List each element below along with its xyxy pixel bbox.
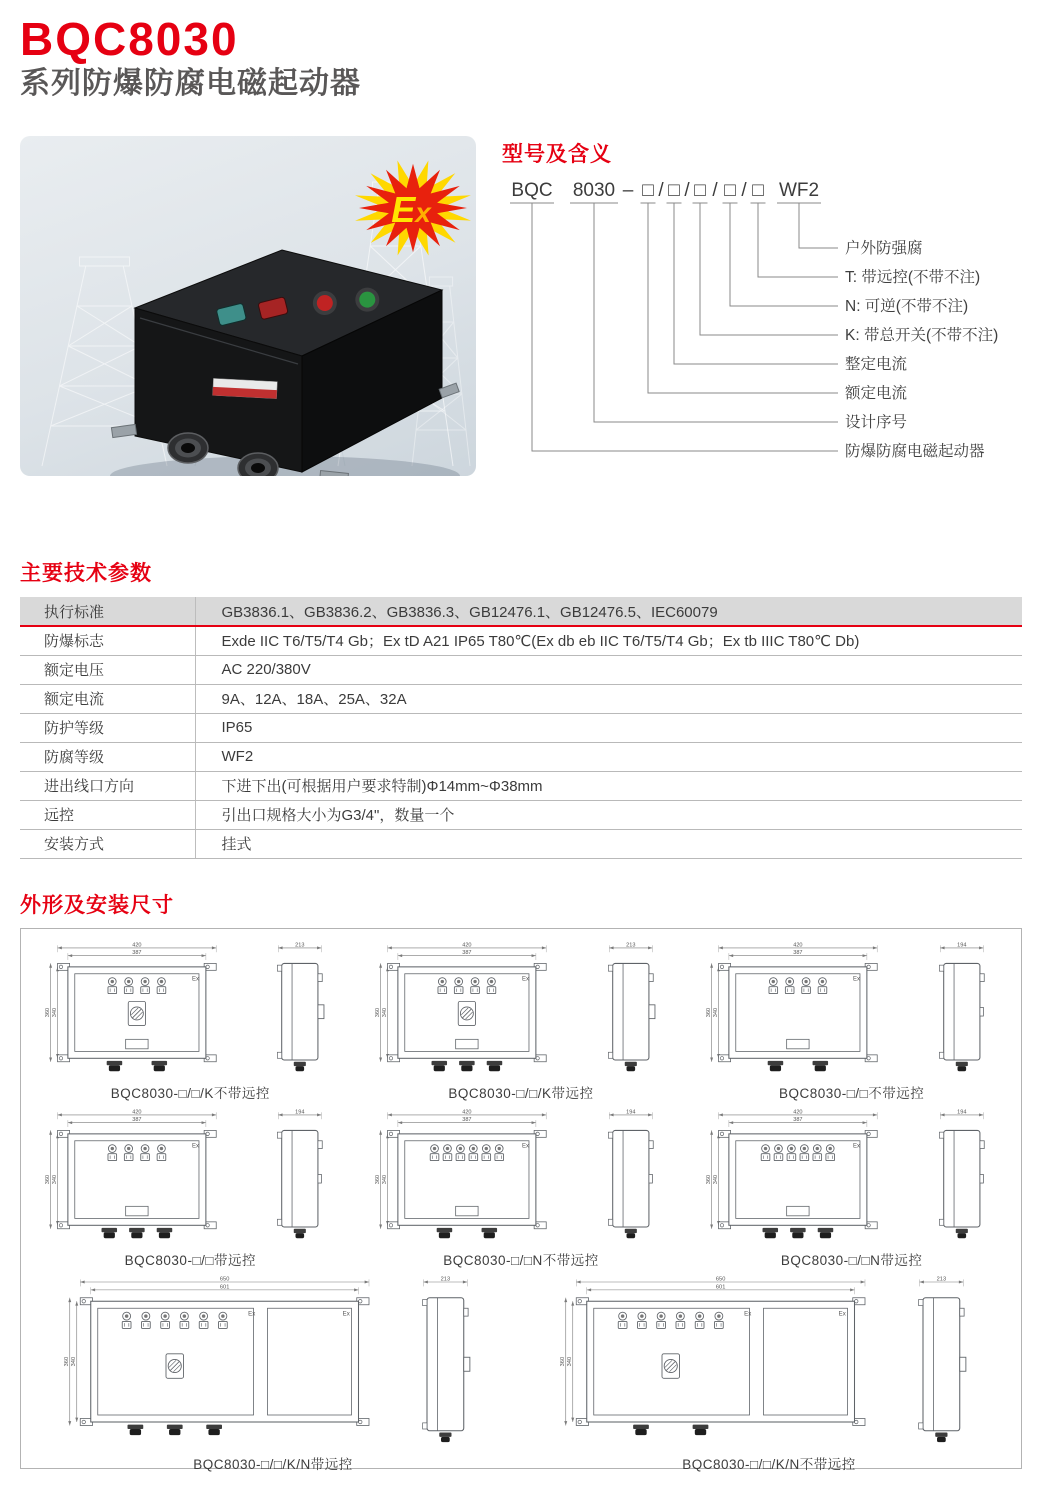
svg-text:387: 387 <box>793 949 803 956</box>
model-code-segment: □ <box>752 180 764 201</box>
svg-text:340: 340 <box>382 1174 389 1184</box>
side-view-drawing <box>261 1108 339 1246</box>
svg-text:Ex: Ex <box>838 1309 846 1317</box>
svg-text:213: 213 <box>626 941 636 948</box>
model-code-label: 设计序号 <box>845 414 908 431</box>
param-label: 防爆标志 <box>20 626 195 655</box>
cable-gland-drawing <box>101 1227 117 1237</box>
table-row <box>20 713 1022 742</box>
front-view-drawing <box>61 1275 376 1450</box>
svg-text:360: 360 <box>64 1356 71 1366</box>
dimension-figure <box>42 941 339 1102</box>
svg-text:360: 360 <box>705 1174 712 1184</box>
cable-gland-drawing <box>762 1227 778 1237</box>
top-section <box>20 136 1022 477</box>
figure-row <box>25 1275 1017 1473</box>
model-code-segment: □ <box>724 180 736 201</box>
svg-text:340: 340 <box>567 1356 574 1366</box>
model-designation-diagram <box>502 176 1036 472</box>
param-value: 9A、12A、18A、25A、32A <box>195 684 1022 713</box>
side-view-drawing <box>261 941 339 1079</box>
figure-caption: BQC8030-□/□/K/N带远控 <box>193 1456 353 1472</box>
cable-gland-drawing <box>128 1424 144 1435</box>
rotary-handle-drawing <box>166 1353 184 1378</box>
dimension-figure <box>703 1108 1000 1269</box>
model-code-segment: WF2 <box>778 180 820 201</box>
cable-gland-drawing <box>167 1424 183 1435</box>
param-value: Exde IIC T6/T5/T4 Gb；Ex tD A21 IP65 T80℃(Ex db eb IIC T6/T5/T4 Gb；Ex tb IIIC T80℃ Db) <box>195 626 1022 655</box>
svg-text:420: 420 <box>131 941 142 948</box>
cable-gland-drawing <box>768 1060 784 1070</box>
svg-text:213: 213 <box>440 1275 451 1282</box>
product-photo-illustration <box>20 136 476 476</box>
model-code-label: 防爆防腐电磁起动器 <box>845 443 985 460</box>
svg-text:340: 340 <box>71 1356 78 1366</box>
product-photo <box>20 136 476 476</box>
model-code-label: 户外防强腐 <box>845 240 923 257</box>
figure-caption: BQC8030-□/□N带远控 <box>780 1252 923 1268</box>
svg-text:360: 360 <box>705 1007 712 1017</box>
svg-text:360: 360 <box>375 1174 382 1184</box>
model-code-segment: □ <box>668 180 680 201</box>
svg-text:420: 420 <box>462 941 472 948</box>
param-value: AC 220/380V <box>195 655 1022 684</box>
cable-gland-drawing <box>693 1424 709 1435</box>
nameplate-photo <box>213 378 278 398</box>
table-row <box>20 829 1022 858</box>
rotary-handle-drawing <box>459 1001 476 1025</box>
svg-text:194: 194 <box>626 1108 636 1115</box>
table-row <box>20 655 1022 684</box>
param-value: 下进下出(可根据用户要求特制)Φ14mm~Φ38mm <box>195 771 1022 800</box>
params-table <box>20 597 1022 859</box>
starter-box-photo <box>111 250 459 476</box>
svg-text:420: 420 <box>131 1108 142 1115</box>
side-view-drawing <box>923 1108 1001 1246</box>
figure-caption: BQC8030-□/□N不带远控 <box>443 1252 599 1268</box>
svg-text:Ex: Ex <box>342 1309 350 1317</box>
svg-text:601: 601 <box>716 1283 726 1290</box>
svg-text:–: – <box>622 180 634 201</box>
table-row <box>20 771 1022 800</box>
cable-gland-drawing <box>432 1060 448 1070</box>
side-view-drawing <box>923 941 1001 1079</box>
rotary-handle-drawing <box>128 1001 145 1025</box>
svg-text:Ex: Ex <box>248 1309 256 1317</box>
svg-text:Ex: Ex <box>744 1309 752 1317</box>
svg-text:650: 650 <box>220 1275 230 1282</box>
front-view-drawing <box>703 941 893 1079</box>
cable-gland-drawing <box>812 1060 828 1070</box>
model-code-label: T: 带远控(不带不注) <box>845 269 981 286</box>
section-title-params: 主要技术参数 <box>20 562 152 585</box>
section-title-model: 型号及含义 <box>502 143 612 166</box>
side-view-drawing <box>592 1108 670 1246</box>
table-row <box>20 626 1022 655</box>
front-view-drawing <box>42 1108 232 1246</box>
dimension-figure <box>703 941 1000 1102</box>
dimension-figure <box>557 1275 981 1473</box>
param-value: GB3836.1、GB3836.2、GB3836.3、GB12476.1、GB12476.5、IEC60079 <box>195 597 1022 626</box>
svg-text:601: 601 <box>220 1283 230 1290</box>
side-view-drawing <box>406 1275 485 1450</box>
model-code-label: 额定电流 <box>845 385 908 402</box>
side-view-drawing <box>902 1275 981 1450</box>
svg-text:Ex: Ex <box>522 976 530 983</box>
rotary-handle-drawing <box>662 1353 680 1378</box>
svg-text:360: 360 <box>44 1174 51 1184</box>
front-view-drawing <box>557 1275 872 1450</box>
svg-text:360: 360 <box>44 1007 51 1017</box>
cable-gland-drawing <box>156 1227 172 1237</box>
param-value: 挂式 <box>195 829 1022 858</box>
cable-gland-drawing <box>482 1227 498 1237</box>
model-code-segment: □ <box>642 180 654 201</box>
model-code-label: K: 带总开关(不带不注) <box>845 327 999 344</box>
param-label: 执行标准 <box>20 597 195 626</box>
cable-gland-drawing <box>106 1060 122 1070</box>
svg-text:650: 650 <box>716 1275 726 1282</box>
figure-caption: BQC8030-□/□带远控 <box>124 1252 256 1268</box>
param-value: 引出口规格大小为G3/4"，数量一个 <box>195 800 1022 829</box>
page-header <box>0 0 1040 100</box>
cable-gland-drawing <box>437 1227 453 1237</box>
svg-text:340: 340 <box>712 1174 719 1184</box>
svg-text:/: / <box>684 180 690 201</box>
svg-text:387: 387 <box>793 1116 803 1123</box>
svg-text:420: 420 <box>793 941 803 948</box>
svg-text:194: 194 <box>956 1108 967 1115</box>
figure-caption: BQC8030-□/□/K不带远控 <box>110 1085 270 1101</box>
figure-row <box>25 1108 1017 1269</box>
technical-parameters-section <box>20 557 1022 859</box>
model-meaning-section <box>502 136 1036 477</box>
section-title-dims: 外形及安装尺寸 <box>20 893 174 917</box>
table-row <box>20 597 1022 626</box>
front-view-drawing <box>703 1108 893 1246</box>
model-code-label: 整定电流 <box>845 356 908 373</box>
figure-caption: BQC8030-□/□/K/N不带远控 <box>682 1456 856 1472</box>
svg-text:Ex: Ex <box>852 1143 860 1150</box>
svg-text:Ex: Ex <box>852 976 860 983</box>
table-row <box>20 742 1022 771</box>
svg-text:213: 213 <box>936 1275 947 1282</box>
svg-text:Ex: Ex <box>522 1143 530 1150</box>
model-code-segment: 8030 <box>572 180 616 201</box>
cable-gland-photo <box>168 433 208 463</box>
cable-gland-drawing <box>633 1424 649 1435</box>
svg-text:Ex: Ex <box>191 976 199 983</box>
front-view-drawing <box>372 1108 562 1246</box>
front-view-drawing <box>42 941 232 1079</box>
param-label: 防腐等级 <box>20 742 195 771</box>
param-value: WF2 <box>195 742 1022 771</box>
svg-text:340: 340 <box>382 1007 389 1017</box>
figure-row <box>25 941 1017 1102</box>
dimensions-section <box>20 889 1022 1472</box>
cable-gland-drawing <box>206 1424 222 1435</box>
cable-gland-drawing <box>487 1060 503 1070</box>
dimension-figure <box>372 941 669 1102</box>
ex-certification-badge <box>355 161 471 256</box>
param-value: IP65 <box>195 713 1022 742</box>
svg-text:194: 194 <box>956 941 967 948</box>
table-row <box>20 684 1022 713</box>
svg-text:340: 340 <box>51 1174 58 1184</box>
svg-text:387: 387 <box>131 949 142 956</box>
page-subtitle: 系列防爆防腐电磁起动器 <box>20 67 361 100</box>
param-label: 额定电压 <box>20 655 195 684</box>
page-title: BQC8030 <box>20 13 239 65</box>
cable-gland-drawing <box>459 1060 475 1070</box>
cable-gland-drawing <box>818 1227 834 1237</box>
svg-text:420: 420 <box>793 1108 803 1115</box>
table-row <box>20 800 1022 829</box>
model-code-segment: BQC <box>511 180 553 201</box>
param-label: 进出线口方向 <box>20 771 195 800</box>
svg-text:Ex: Ex <box>391 189 431 230</box>
front-view-drawing <box>372 941 562 1079</box>
svg-text:387: 387 <box>131 1116 142 1123</box>
param-label: 安装方式 <box>20 829 195 858</box>
side-view-drawing <box>592 941 670 1079</box>
svg-text:213: 213 <box>295 941 305 948</box>
model-code-segment: □ <box>694 180 706 201</box>
cable-gland-photo <box>238 453 278 476</box>
dimension-figure <box>372 1108 669 1269</box>
cable-gland-drawing <box>129 1227 145 1237</box>
svg-text:340: 340 <box>51 1007 58 1017</box>
svg-text:360: 360 <box>375 1007 382 1017</box>
svg-text:360: 360 <box>560 1356 567 1366</box>
svg-text:/: / <box>741 180 747 201</box>
svg-text:Ex: Ex <box>191 1143 199 1150</box>
svg-text:387: 387 <box>462 949 472 956</box>
cable-gland-drawing <box>790 1227 806 1237</box>
dimension-drawings-box <box>20 928 1022 1472</box>
svg-text:420: 420 <box>462 1108 472 1115</box>
dimension-figure <box>42 1108 339 1269</box>
svg-text:340: 340 <box>712 1007 719 1017</box>
cable-gland-drawing <box>151 1060 167 1070</box>
svg-text:/: / <box>658 180 664 201</box>
figure-caption: BQC8030-□/□/K带远控 <box>448 1085 594 1101</box>
param-label: 远控 <box>20 800 195 829</box>
dimension-figure <box>61 1275 485 1473</box>
param-label: 额定电流 <box>20 684 195 713</box>
svg-text:194: 194 <box>295 1108 305 1115</box>
figure-caption: BQC8030-□/□不带远控 <box>778 1085 925 1101</box>
svg-text:/: / <box>712 180 718 201</box>
param-label: 防护等级 <box>20 713 195 742</box>
model-code-label: N: 可逆(不带不注) <box>845 298 969 315</box>
svg-text:387: 387 <box>462 1116 472 1123</box>
